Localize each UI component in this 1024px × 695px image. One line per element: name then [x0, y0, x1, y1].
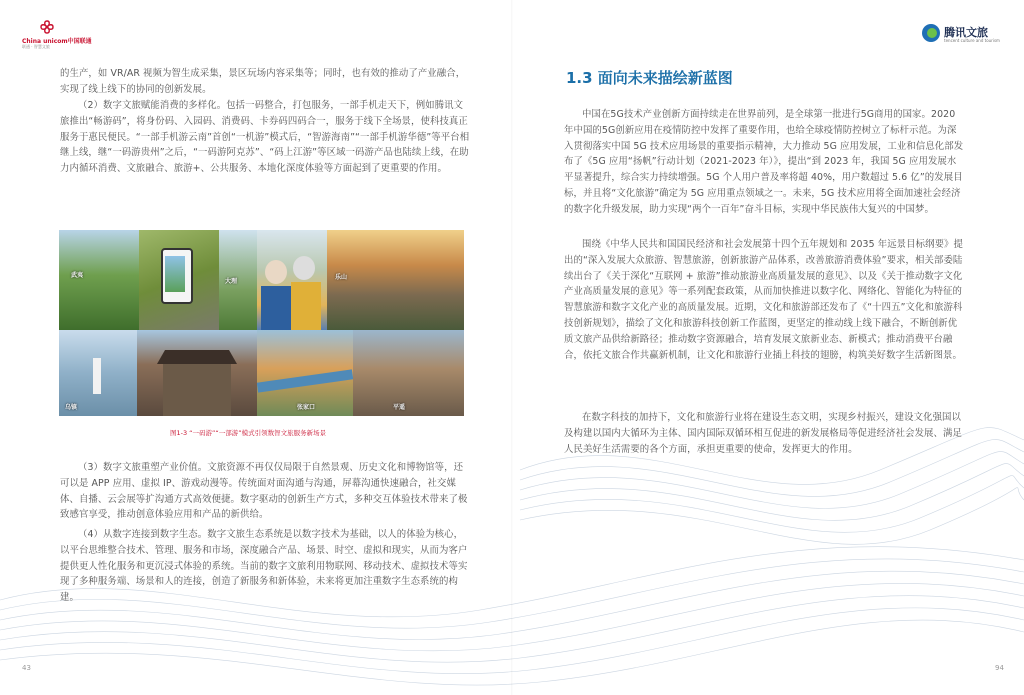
- left-paragraph-4-text: （4）从数字连接到数字生态。数字文旅生态系统是以数字技术为基础，以人的体验为核心，以平台思维整合技术、管理、服务和市场，深度融合产品、场景、时空、虚拟和现实，从而为客户提供更人性化服务和更沉浸式体验的系统。当前的数字文旅利用物联网、移动技术、虚拟技术等实现了多种服务端、场景和人的连接，创造了新服务和新体验，未来将更加注重数字生态系统的构建。: [60, 529, 468, 604]
- left-paragraph-3-text: （3）数字文旅重塑产业价值。文旅资源不再仅仅局限于自然景观、历史文化和博物馆等，还可以是 APP 应用、虚拟 IP、游戏动漫等。传统面对面沟通与沟通，屏幕沟通快速融合，社交媒体、自播、云会展等扩沟通方式高效便捷。数字驱动的创新生产方式，多种交互体验技术带来了极致感官享受，推动创意体验应用和产品的新供给。: [60, 462, 468, 521]
- photo-label-pingyao: 平遥: [393, 404, 406, 411]
- photo-pingyao: [353, 330, 464, 416]
- china-unicom-logo: [22, 20, 92, 50]
- right-paragraph-3: [564, 410, 964, 457]
- photo-lake-statue: [59, 330, 137, 416]
- photo-wetland: [257, 330, 353, 416]
- photo-leshan: [327, 230, 464, 330]
- right-paragraph-2: [564, 237, 964, 363]
- section-title: 1.3 面向未来描绘新蓝图: [566, 69, 733, 87]
- right-paragraph-1: [564, 107, 964, 218]
- left-paragraph-2: [60, 98, 470, 177]
- right-paragraph-1-text: 中国在5G技术产业创新方面持续走在世界前列，是全球第一批进行5G商用的国家。2020年中国的5G创新应用在疫情防控中发挥了重要作用，也给全球疫情防控树立了标杆示范。为深入贯彻落实中国 5G 技术应用场景的重要指示精神，大力推动 5G 应用发展，工业和信息化部发布了《5G 应用“扬帆”行动计划（2021-2023 年）》，提出“到 2023 年，我国 5G 应用发展水平显著提升，综合实力持续增强。5G 个人用户普及率将超 40%，用户数超过 5.6 亿”的发展目标，并且将“文化旅游”确定为 5G 应用重点领域之一。未来，5G 技术应用将全面加速社会经济的数字化升级发展，助力实现“两个一百年”奋斗目标，实现中华民族伟大复兴的中国梦。: [564, 109, 964, 215]
- unicom-logo-text: China unicom中国联通: [22, 38, 92, 45]
- figure-caption: 图1-3 “一码游”“一部游”模式引领数智文旅服务新场景: [170, 429, 327, 437]
- figure-photo-collage: [59, 230, 464, 416]
- photo-label-wuyi: 武夷: [71, 272, 84, 279]
- photo-label-wuzhen: 乌镇: [65, 404, 78, 411]
- page-fold: [511, 0, 513, 695]
- right-paragraph-3-text: 在数字科技的加持下，文化和旅游行业将在建设生态文明，实现乡村振兴，建设文化强国以及构建以国内大循环为主体、国内国际双循环相互促进的新发展格局等促进经济社会发展、满足人民美好生活需要的各个方面，承担更重要的使命，发挥更大的作用。: [564, 412, 962, 455]
- left-paragraph-4: [60, 527, 470, 606]
- unicom-knot-icon: [40, 20, 54, 34]
- photo-phone-road: [139, 230, 219, 330]
- right-paragraph-2-text: 围绕《中华人民共和国国民经济和社会发展第十四个五年规划和 2035 年远景目标纲要》提出的“深入发展大众旅游、智慧旅游，创新旅游产品体系，改善旅游消费体验”要求，相关部委陆续出台了《关于深化“互联网 + 旅游”推动旅游业高质量发展的意见》、以及《关于推动数字文化产业高质量发展的意见》等一系列配套政策，从而加快推进以数字化、网络化、智能化为特征的智慧旅游和数字文化产业的高质量发展。近期，文化和旅游部还发布了《“十四五”文化和旅游科技创新规划》，描绘了文化和旅游科技创新工作蓝图，更坚定的推动线上线下融合，不断创新优质文旅产品供给新路径；推动数字资源融合，培育发展文旅新业态、新模式；推动消费平台融合，依托文旅合作共赢新机制，让文化和旅游行业插上科技的翅膀，构筑美好数字生活新图景。: [564, 239, 963, 361]
- left-paragraph-top: 的生产，如 VR/AR 视频为智生成采集，景区玩场内容采集等；同时，也有效的推动了产业融合，实现了线上线下的协同的创新发展。: [60, 68, 466, 95]
- page-number-left: 43: [22, 664, 31, 672]
- left-paragraph-2-text: （2）数字文旅赋能消费的多样化。包括一码整合，打包服务，一部手机走天下，例如腾讯文旅推出“畅游码”，将身份码、入园码、消费码、卡券码四码合一，服务于线下全场景，使科技真正服务于惠民便民。“一部手机游云南”首创“一机游”模式后，“智游海南”“一部手机游华德”等平台相继上线，继“一码游贵州”之后，“一码游阿克苏”、“码上江游”等区域一码游产品也陆续上线，在助力内循环消费、文旅融合、旅游+、公共服务、本地化深度体验等方面起到了更重要的作用。: [60, 100, 470, 175]
- left-paragraph-3: [60, 460, 470, 523]
- photo-dali: [219, 230, 257, 330]
- tencent-logo-icon: [922, 24, 940, 42]
- photo-old-architecture: [137, 330, 257, 416]
- photo-wuyi: [59, 230, 139, 330]
- photo-label-leshan: 乐山: [335, 274, 348, 281]
- tencent-culture-tourism-logo: [922, 24, 1002, 46]
- photo-label-dali: 大理: [225, 278, 238, 285]
- tencent-logo-en: tencent culture and tourism: [944, 38, 1000, 43]
- photo-label-zhangjiakou: 张家口: [297, 404, 316, 411]
- photo-elderly-couple: [257, 230, 327, 330]
- page-number-right: 94: [995, 664, 1004, 672]
- tencent-logo-name: 腾讯文旅: [944, 26, 988, 39]
- unicom-logo-subtext: 联通 · 智慧文旅: [22, 44, 50, 49]
